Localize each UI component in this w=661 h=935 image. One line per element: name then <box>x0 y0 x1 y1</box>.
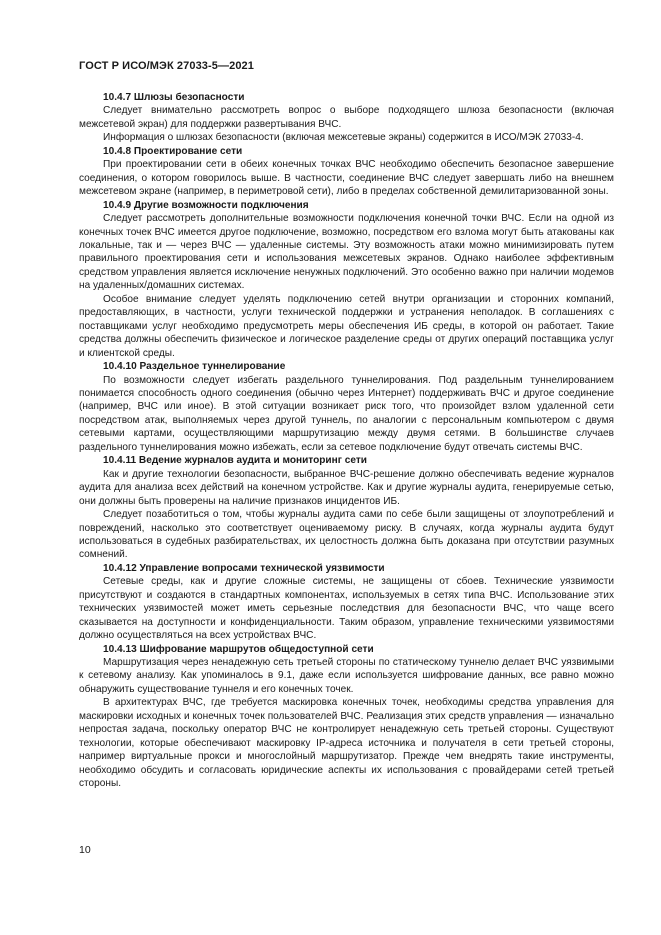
paragraph: Следует внимательно рассмотреть вопрос о выборе подходящего шлюза безопасности (включая межсетевой экран) для поддержки развертывания ВЧС. <box>79 105 614 130</box>
paragraph: В архитектурах ВЧС, где требуется маскировка конечных точек, необходимы средства управления для маскировки исходных и конечных точек пользователей ВЧС. Реализация этих средств управления — изначально непростая задача, поскольку оператор ВЧС не контролирует ненадежную сеть третьей стороны. Существуют технологии, которые обеспечивают маскировку IP-адреса источника и получателя в сети третьей стороны, например виртуальные прокси и многослойный маршрутизатор. Прежде чем внедрять такие инструменты, необходимо обсудить и согласовать юридические аспекты их использования с провайдерами сетей третьей стороны. <box>79 697 614 790</box>
section-heading: 10.4.9 Другие возможности подключения <box>103 199 309 211</box>
section-10-4-7 <box>79 91 614 145</box>
section-10-4-9 <box>79 199 614 360</box>
section-10-4-10 <box>79 360 614 454</box>
paragraph: Следует рассмотреть дополнительные возможности подключения конечной точки ВЧС. Если на одной из конечных точек ВЧС имеется другое подключение, возможно, посредством его взлома могут быть атакованы как локальные, так и — через ВЧС — удаленные системы. Эту возможность атаки можно минимизировать путем правильного проектирования сети и использования межсетевых экранов. Однако наиболее эффективным средством управления является исключение ненужных подключений. Это особенно важно при наличии модемов на удаленных/домашних системах. <box>79 213 614 292</box>
paragraph: Сетевые среды, как и другие сложные системы, не защищены от сбоев. Технические уязвимости присутствуют и создаются в стандартных компонентах, используемых в сетях типа ВЧС. Использование этих технических уязвимостей может иметь серьезные последствия для безопасности ВЧС, что чаще всего сказывается на доступности и конфиденциальности. Таким образом, управление техническими уязвимостями должно осуществляться на всех устройствах ВЧС. <box>79 576 614 642</box>
section-heading: 10.4.11 Ведение журналов аудита и мониторинг сети <box>103 455 367 467</box>
section-heading: 10.4.7 Шлюзы безопасности <box>103 92 245 103</box>
paragraph: Информация о шлюзах безопасности (включая межсетевые экраны) содержится в ИСО/МЭК 27033-4. <box>103 132 584 144</box>
paragraph: Маршрутизация через ненадежную сеть третьей стороны по статическому туннелю делает ВЧС уязвимыми к сетевому анализу. Как упоминалось в 9.1, даже если используется шифрование данных, все равно можно обнаружить существование туннеля и его конечных точек. <box>79 657 614 695</box>
paragraph: По возможности следует избегать раздельного туннелирования. Под раздельным туннелированием понимается способность одного соединения (обычно через Интернет) поддерживать ВЧС и другое соединение (например, ВЧС или иное). В этой ситуации возникает риск того, что произойдет взлом удаленной сети посредством атак, выполняемых через другой туннель, по аналогии с персональным компьютером с двумя сетевыми картами, осуществляющими маршрутизацию между двумя сетями. В большинстве случаев раздельного туннелирования можно избежать, если за сетевое подключение будут отвечать системы ВЧС. <box>79 374 614 453</box>
paragraph: При проектировании сети в обеих конечных точках ВЧС необходимо обеспечить безопасное завершение соединения, о котором говорилось выше. В частности, соединение ВЧС следует завершать либо на внешнем межсетевом экране (например, в периметровой сети), либо в пределах собственной демилитаризованной зоны. <box>79 159 614 198</box>
document-body <box>79 91 614 791</box>
section-10-4-12 <box>79 562 614 643</box>
paragraph: Особое внимание следует уделять подключению сетей внутри организации и сторонних компаний, предоставляющих, в частности, услуги технической поддержки и устранения неполадок. В соглашениях с поставщиками услуг необходимо предусмотреть меры обеспечения ИБ среды, в которой он работает. Такие средства должны обеспечить физическое и логическое разделение среды от других операций поставщика услуг и клиентской среды. <box>79 293 614 359</box>
document-header: ГОСТ Р ИСО/МЭК 27033-5—2021 <box>79 60 254 72</box>
section-10-4-8 <box>79 145 614 199</box>
section-10-4-13 <box>79 643 614 791</box>
section-10-4-11 <box>79 454 614 562</box>
paragraph: Следует позаботиться о том, чтобы журналы аудита сами по себе были защищены от злоупотреблений и повреждений, насколько это соответствует оцениваемому риску. В случаях, когда журналы аудита будут использоваться в судебных разбирательствах, их целостность должна быть доказана при отсутствии разумных сомнений. <box>79 509 614 561</box>
section-heading: 10.4.12 Управление вопросами технической уязвимости <box>103 562 385 574</box>
page-number: 10 <box>79 844 91 856</box>
section-heading: 10.4.13 Шифрование маршрутов общедоступной сети <box>103 643 374 655</box>
section-heading: 10.4.8 Проектирование сети <box>103 145 243 157</box>
paragraph: Как и другие технологии безопасности, выбранное ВЧС-решение должно обеспечивать ведение журналов аудита для анализа всех действий на конечном устройстве. Как и другие журналы аудита, генерируемые сетью, они должны быть проверены на наличие признаков инцидентов ИБ. <box>79 468 614 507</box>
section-heading: 10.4.10 Раздельное туннелирование <box>103 361 286 373</box>
